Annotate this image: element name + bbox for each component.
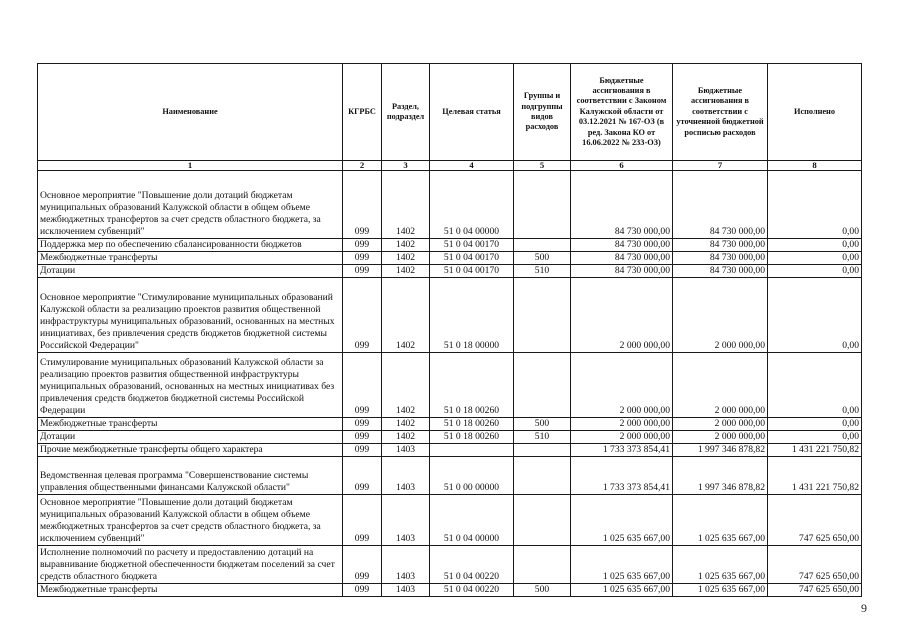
row-expense-group — [514, 171, 571, 239]
row-name: Межбюджетные трансферты — [38, 584, 343, 597]
row-expense-group: 500 — [514, 252, 571, 265]
header-refined-allocations: Бюджетные ассигнования в соответствии с уточненной бюджетной росписью расходов — [673, 64, 768, 161]
table-row — [38, 239, 862, 252]
row-name: Стимулирование муниципальных образований Калужской области за реализацию проектов развития общественной инфраструктуры муниципальных образований, основанных на местных инициативах без привлечения средств бюджетов бюджетной системы Российской Федерации — [38, 353, 343, 418]
row-refined-allocation: 84 730 000,00 — [673, 171, 768, 239]
row-refined-allocation: 1 997 346 878,82 — [673, 444, 768, 457]
row-kgrbs: 099 — [343, 431, 382, 444]
column-number: 6 — [571, 161, 673, 171]
table-row — [38, 495, 862, 546]
column-number: 8 — [768, 161, 862, 171]
row-refined-allocation: 84 730 000,00 — [673, 252, 768, 265]
row-expense-group — [514, 495, 571, 546]
table-row — [38, 353, 862, 418]
row-executed: 747 625 650,00 — [768, 495, 862, 546]
row-name: Дотации — [38, 265, 343, 278]
row-kgrbs: 099 — [343, 171, 382, 239]
row-law-allocation: 1 025 635 667,00 — [571, 584, 673, 597]
table-row — [38, 418, 862, 431]
row-executed: 0,00 — [768, 278, 862, 353]
row-target-article: 51 0 04 00170 — [430, 252, 514, 265]
header-groups: Группы и подгруппы видов расходов — [514, 64, 571, 161]
column-number: 7 — [673, 161, 768, 171]
row-section: 1402 — [382, 239, 430, 252]
row-executed: 0,00 — [768, 431, 862, 444]
table-row — [38, 171, 862, 239]
row-target-article: 51 0 04 00170 — [430, 239, 514, 252]
row-kgrbs: 099 — [343, 239, 382, 252]
row-law-allocation: 2 000 000,00 — [571, 431, 673, 444]
row-target-article: 51 0 04 00220 — [430, 546, 514, 584]
row-section: 1403 — [382, 457, 430, 495]
row-kgrbs: 099 — [343, 457, 382, 495]
row-expense-group: 510 — [514, 431, 571, 444]
row-refined-allocation: 1 025 635 667,00 — [673, 546, 768, 584]
header-target: Целевая статья — [430, 64, 514, 161]
column-number: 1 — [38, 161, 343, 171]
table-row — [38, 546, 862, 584]
header-name: Наименование — [38, 64, 343, 161]
table-row — [38, 265, 862, 278]
row-kgrbs: 099 — [343, 252, 382, 265]
row-refined-allocation: 2 000 000,00 — [673, 431, 768, 444]
row-law-allocation: 2 000 000,00 — [571, 353, 673, 418]
budget-table — [37, 63, 862, 597]
header-kgrbs: КГРБС — [343, 64, 382, 161]
header-section: Раздел, подраздел — [382, 64, 430, 161]
row-law-allocation: 2 000 000,00 — [571, 418, 673, 431]
row-name: Межбюджетные трансферты — [38, 418, 343, 431]
row-expense-group — [514, 239, 571, 252]
column-number: 2 — [343, 161, 382, 171]
row-name: Межбюджетные трансферты — [38, 252, 343, 265]
row-kgrbs: 099 — [343, 584, 382, 597]
row-section: 1402 — [382, 418, 430, 431]
row-law-allocation: 1 025 635 667,00 — [571, 495, 673, 546]
row-section: 1402 — [382, 353, 430, 418]
row-expense-group — [514, 457, 571, 495]
row-executed: 747 625 650,00 — [768, 546, 862, 584]
row-expense-group — [514, 444, 571, 457]
table-row — [38, 431, 862, 444]
row-target-article: 51 0 18 00260 — [430, 353, 514, 418]
row-target-article: 51 0 04 00000 — [430, 495, 514, 546]
row-section: 1402 — [382, 171, 430, 239]
row-refined-allocation: 1 025 635 667,00 — [673, 495, 768, 546]
page-number: 9 — [861, 601, 867, 615]
row-executed: 0,00 — [768, 265, 862, 278]
header-executed: Исполнено — [768, 64, 862, 161]
header-row — [38, 64, 862, 161]
row-kgrbs: 099 — [343, 353, 382, 418]
row-kgrbs: 099 — [343, 265, 382, 278]
row-name: Дотации — [38, 431, 343, 444]
row-expense-group: 510 — [514, 265, 571, 278]
row-executed: 0,00 — [768, 252, 862, 265]
row-executed: 747 625 650,00 — [768, 584, 862, 597]
row-law-allocation: 84 730 000,00 — [571, 171, 673, 239]
row-executed: 0,00 — [768, 353, 862, 418]
row-section: 1402 — [382, 265, 430, 278]
row-target-article — [430, 444, 514, 457]
row-section: 1402 — [382, 431, 430, 444]
row-section: 1403 — [382, 546, 430, 584]
row-refined-allocation: 84 730 000,00 — [673, 265, 768, 278]
table-row — [38, 278, 862, 353]
row-law-allocation: 84 730 000,00 — [571, 252, 673, 265]
row-name: Ведомственная целевая программа "Совершенствование системы управления общественными финансами Калужской области" — [38, 457, 343, 495]
table-row — [38, 584, 862, 597]
row-expense-group — [514, 353, 571, 418]
column-number: 4 — [430, 161, 514, 171]
row-refined-allocation: 2 000 000,00 — [673, 353, 768, 418]
row-executed: 0,00 — [768, 418, 862, 431]
row-expense-group: 500 — [514, 584, 571, 597]
row-kgrbs: 099 — [343, 278, 382, 353]
row-executed: 1 431 221 750,82 — [768, 444, 862, 457]
row-expense-group — [514, 546, 571, 584]
row-kgrbs: 099 — [343, 444, 382, 457]
row-kgrbs: 099 — [343, 546, 382, 584]
row-target-article: 51 0 18 00000 — [430, 278, 514, 353]
row-name: Основное мероприятие "Повышение доли дотаций бюджетам муниципальных образований Калужской области в общем объеме межбюджетных трансфертов за счет средств областного бюджета, за исключением субвенций" — [38, 171, 343, 239]
header-law-allocations: Бюджетные ассигнования в соответствии с Законом Калужской области от 03.12.2021 № 167-ОЗ (в ред. Закона КО от 16.06.2022 № 233-ОЗ) — [571, 64, 673, 161]
row-target-article: 51 0 04 00000 — [430, 171, 514, 239]
row-refined-allocation: 1 997 346 878,82 — [673, 457, 768, 495]
row-section: 1402 — [382, 278, 430, 353]
row-name: Исполнение полномочий по расчету и предоставлению дотаций на выравнивание бюджетной обеспеченности бюджетам поселений за счет средств областного бюджета — [38, 546, 343, 584]
row-executed: 0,00 — [768, 239, 862, 252]
row-law-allocation: 84 730 000,00 — [571, 239, 673, 252]
row-refined-allocation: 84 730 000,00 — [673, 239, 768, 252]
row-target-article: 51 0 04 00170 — [430, 265, 514, 278]
row-kgrbs: 099 — [343, 495, 382, 546]
row-target-article: 51 0 18 00260 — [430, 418, 514, 431]
row-target-article: 51 0 04 00220 — [430, 584, 514, 597]
row-law-allocation: 1 733 373 854,41 — [571, 457, 673, 495]
row-expense-group: 500 — [514, 418, 571, 431]
row-section: 1403 — [382, 495, 430, 546]
row-section: 1403 — [382, 444, 430, 457]
table-row — [38, 444, 862, 457]
row-expense-group — [514, 278, 571, 353]
row-law-allocation: 1 025 635 667,00 — [571, 546, 673, 584]
row-section: 1403 — [382, 584, 430, 597]
table-row — [38, 252, 862, 265]
row-law-allocation: 2 000 000,00 — [571, 278, 673, 353]
row-section: 1402 — [382, 252, 430, 265]
row-law-allocation: 1 733 373 854,41 — [571, 444, 673, 457]
row-target-article: 51 0 18 00260 — [430, 431, 514, 444]
row-refined-allocation: 2 000 000,00 — [673, 278, 768, 353]
row-law-allocation: 84 730 000,00 — [571, 265, 673, 278]
row-target-article: 51 0 00 00000 — [430, 457, 514, 495]
row-refined-allocation: 1 025 635 667,00 — [673, 584, 768, 597]
row-name: Основное мероприятие "Стимулирование муниципальных образований Калужской области за реализацию проектов развития общественной инфраструктуры муниципальных образований, основанных на местных инициативах, без привлечения средств бюджетов бюджетной системы Российской Федерации" — [38, 278, 343, 353]
column-number-row — [38, 161, 862, 171]
row-kgrbs: 099 — [343, 418, 382, 431]
column-number: 3 — [382, 161, 430, 171]
row-name: Основное мероприятие "Повышение доли дотаций бюджетам муниципальных образований Калужской области в общем объеме межбюджетных трансфертов за счет средств областного бюджета, за исключением субвенций" — [38, 495, 343, 546]
row-executed: 0,00 — [768, 171, 862, 239]
row-name: Прочие межбюджетные трансферты общего характера — [38, 444, 343, 457]
column-number: 5 — [514, 161, 571, 171]
table-row — [38, 457, 862, 495]
row-executed: 1 431 221 750,82 — [768, 457, 862, 495]
row-name: Поддержка мер по обеспечению сбалансированности бюджетов — [38, 239, 343, 252]
row-refined-allocation: 2 000 000,00 — [673, 418, 768, 431]
table-body — [38, 171, 862, 597]
